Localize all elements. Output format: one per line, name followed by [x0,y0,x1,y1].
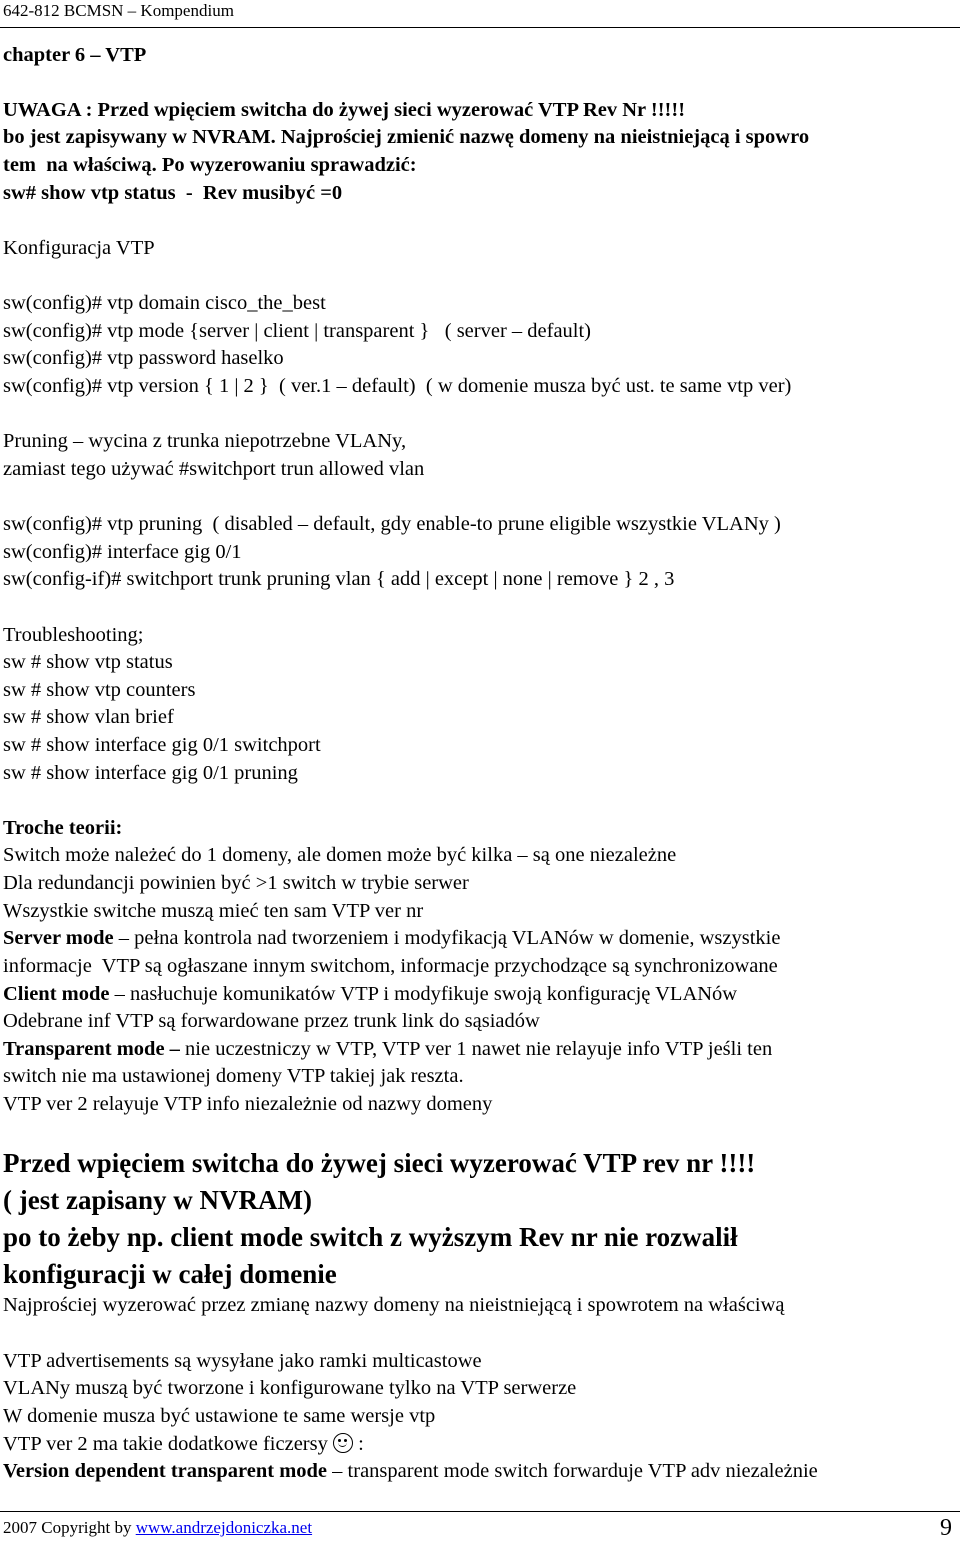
warning-line-4: sw# show vtp status - Rev musibyć =0 [3,182,343,204]
server-mode-text: – pełna kontrola nad tworzeniem i modyfikacją VLANów w domenie, wszystkie [113,927,781,949]
theory-line-3: Wszystkie switche muszą mieć ten sam VTP ver nr [3,900,424,922]
vdtm-text: – transparent mode switch forwarduje VTP adv niezależnie [327,1460,818,1482]
pruning-line-1: sw(config)# vtp pruning ( disabled – default, gdy enable-to prune eligible wszystkie VLANy ) [3,513,781,535]
troubleshooting-cmd-3: sw # show vlan brief [3,706,174,728]
header-divider [0,27,960,28]
client-mode-line-2: Odebrane inf VTP są forwardowane przez trunk link do sąsiadów [3,1010,540,1032]
transparent-mode-label: Transparent mode – [3,1038,180,1060]
warning-line-2: bo jest zapisywany w NVRAM. Najprościej zmienić nazwę domeny na nieistniejącą i spowro [3,126,810,148]
server-mode-line [3,925,780,953]
transparent-mode-line-2: switch nie ma ustawionej domeny VTP takiej jak reszta. [3,1065,464,1087]
big-warning-line-3: po to żeby np. client mode switch z wyższym Rev nr nie rozwalił [3,1222,738,1252]
vdtm-label: Version dependent transparent mode [3,1460,328,1482]
big-warning-line-1: Przed wpięciem switcha do żywej sieci wyzerować VTP rev nr !!!! [3,1148,756,1178]
smiley-icon [333,1433,353,1453]
client-mode-text: – nasłuchuje komunikatów VTP i modyfikuje swoją konfigurację VLANów [109,983,738,1005]
adv-line-3: W domenie musza być ustawione te same wersje vtp [3,1405,436,1427]
reset-note: Najprościej wyzerować przez zmianę nazwy domeny na nieistniejącą i spowrotem na właściwą [3,1294,785,1316]
config-line-2: sw(config)# vtp mode {server | client | transparent } ( server – default) [3,320,592,342]
author-website-link[interactable]: www.andrzejdoniczka.net [135,1518,313,1537]
footer-divider [0,1511,960,1512]
pruning-line-3: sw(config-if)# switchport trunk pruning vlan { add | except | none | remove } 2 , 3 [3,568,675,590]
vdtm-line [3,1458,818,1486]
copyright-text: 2007 Copyright by [3,1518,136,1537]
theory-line-2: Dla redundancji powinien być >1 switch w trybie serwer [3,872,469,894]
warning-line-3: tem na właściwą. Po wyzerowaniu sprawadzić: [3,154,417,176]
config-line-1: sw(config)# vtp domain cisco_the_best [3,292,326,314]
client-mode-line [3,981,737,1009]
server-mode-line-2: informacje VTP są ogłaszane innym switchom, informacje przychodzące są synchronizowane [3,955,778,977]
big-warning-line-4: konfiguracji w całej domenie [3,1259,337,1289]
big-warning-line-2: ( jest zapisany w NVRAM) [3,1185,312,1215]
troubleshooting-title: Troubleshooting; [3,624,144,646]
page-number: 9 [940,1515,952,1541]
pruning-intro-1: Pruning – wycina z trunka niepotrzebne VLANy, [3,430,407,452]
theory-title: Troche teorii: [3,817,123,839]
config-line-4: sw(config)# vtp version { 1 | 2 } ( ver.1 – default) ( w domenie musza być ust. te same vtp ver) [3,375,792,397]
transparent-mode-text: nie uczestniczy w VTP, VTP ver 1 nawet nie relayuje info VTP jeśli ten [179,1038,773,1060]
adv-line-1: VTP advertisements są wysyłane jako ramki multicastowe [3,1350,482,1372]
server-mode-label: Server mode [3,927,114,949]
config-line-3: sw(config)# vtp password haselko [3,347,284,369]
chapter-title: chapter 6 – VTP [3,44,147,66]
pruning-intro-2: zamiast tego używać #switchport trun allowed vlan [3,458,425,480]
warning-line-1: UWAGA : Przed wpięciem switcha do żywej sieci wyzerować VTP Rev Nr !!!!! [3,99,686,121]
pruning-line-2: sw(config)# interface gig 0/1 [3,541,242,563]
v2-features-colon: : [352,1433,364,1455]
page-header-title: 642-812 BCMSN – Kompendium [3,1,234,20]
troubleshooting-cmd-1: sw # show vtp status [3,651,173,673]
troubleshooting-cmd-2: sw # show vtp counters [3,679,196,701]
theory-line-1: Switch może należeć do 1 domeny, ale domen może być kilka – są one niezależne [3,844,677,866]
config-section-title: Konfiguracja VTP [3,237,155,259]
v2-features-line [3,1431,364,1459]
troubleshooting-cmd-5: sw # show interface gig 0/1 pruning [3,762,298,784]
troubleshooting-cmd-4: sw # show interface gig 0/1 switchport [3,734,321,756]
footer-copyright [3,1517,312,1539]
transparent-mode-line [3,1036,772,1064]
v2-features-text: VTP ver 2 ma takie dodatkowe ficzersy [3,1433,333,1455]
adv-line-2: VLANy muszą być tworzone i konfigurowane tylko na VTP serwerze [3,1377,577,1399]
client-mode-label: Client mode [3,983,110,1005]
transparent-mode-line-3: VTP ver 2 relayuje VTP info niezależnie od nazwy domeny [3,1093,493,1115]
